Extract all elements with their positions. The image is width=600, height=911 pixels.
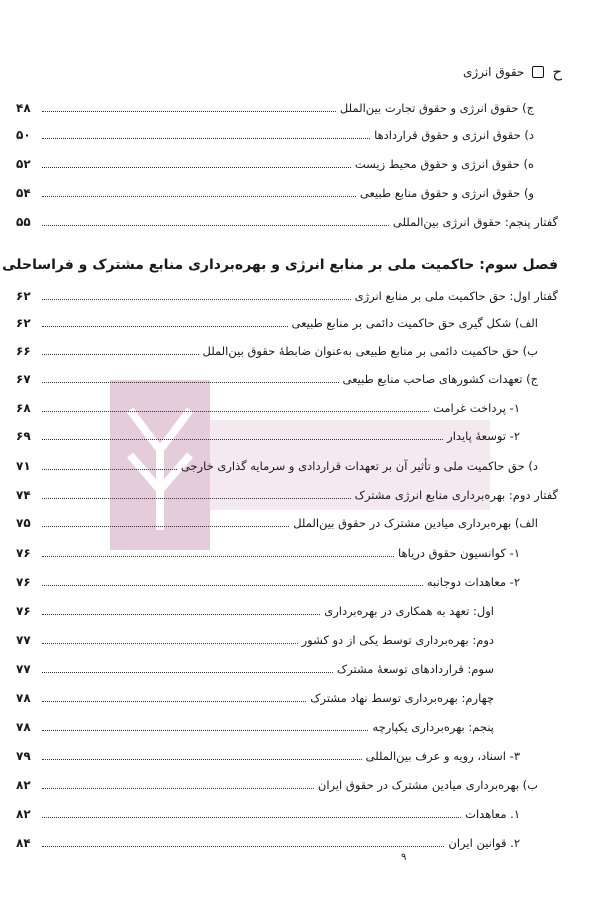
leader-dots [42,788,314,789]
toc-entry-label: د) حق حاکمیت ملی و تأثیر آن بر تعهدات قراردادی و سرمایه گذاری خارجی [180,459,538,473]
toc-entry-label: چهارم: بهره‌برداری توسط نهاد مشترک [310,691,494,705]
leader-dots [42,759,362,760]
toc-entry [16,282,564,304]
leader-dots [42,526,289,527]
toc-entry [16,568,564,590]
toc-entry-page: ۶۷ [16,372,31,386]
toc-chapter-entry [2,251,564,273]
leader-dots [42,439,443,440]
leader-dots [42,498,351,499]
toc-entry [16,481,564,503]
toc-entry [16,597,564,619]
toc-entry-label: پنجم: بهره‌برداری یکپارچه [372,720,494,734]
toc-entry [16,684,564,706]
toc-entry [16,800,564,822]
toc-entry-page: ۷۹ [16,749,31,763]
toc-entry [16,337,564,359]
toc-entry-label: د) حقوق انرژی و حقوق قراردادها [374,128,534,142]
toc-entry [16,742,564,764]
toc-chapter-label: فصل سوم: حاکمیت ملی بر منابع انرژی و بهره‌برداری منابع مشترک و فراساحلی [2,257,558,273]
leader-dots [42,299,351,300]
toc-entry-label: ۱- پرداخت غرامت [433,401,520,415]
toc-entry-page: ۶۸ [16,401,31,415]
toc-entry-label: ۱. معاهدات [465,807,520,821]
toc-entry-label: ب) حق حاکمیت دائمی بر منابع طبیعی به‌عنوان ضابطهٔ حقوق بین‌الملل [202,344,538,358]
toc-entry [16,179,564,201]
toc-entry-label: اول: تعهد به همکاری در بهره‌برداری [324,604,494,618]
toc-entry-label: الف) شکل گیری حق حاکمیت دائمی بر منابع طبیعی [291,316,538,330]
toc-entry [16,121,564,143]
toc-entry [16,394,564,416]
toc-entry [16,452,564,474]
leader-dots [42,585,423,586]
leader-dots [42,730,368,731]
toc-entry-page: ۷۶ [16,575,31,589]
toc-entry-label: دوم: بهره‌برداری توسط یکی از دو کشور [301,633,494,647]
toc-entry-label: ه) حقوق انرژی و حقوق محیط زیست [354,157,534,171]
leader-dots [42,556,394,557]
toc-entry-page: ۶۹ [16,429,31,443]
toc-entry-page: ۵۴ [16,186,31,200]
leader-dots [42,672,333,673]
leader-dots [42,111,336,112]
toc-entry [16,771,564,793]
toc-entry [16,94,564,116]
toc-entry-page: ۶۲ [16,316,31,330]
toc-entry-page: ۷۸ [16,720,31,734]
toc-entry-label: گفتار پنجم: حقوق انرژی بین‌المللی [392,215,558,229]
leader-dots [42,326,288,327]
toc-entry-label: ۲- توسعهٔ پایدار [447,429,520,443]
leader-dots [42,382,339,383]
leader-dots [42,225,389,226]
toc-entry-label: ج) تعهدات کشورهای صاحب منابع طبیعی [342,372,538,386]
leader-dots [42,817,461,818]
toc-entry-page: ۷۷ [16,633,31,647]
toc-entry-page: ۷۵ [16,516,31,530]
toc-entry [16,208,564,230]
toc-entry [16,422,564,444]
leader-dots [42,411,429,412]
toc-entry [16,365,564,387]
toc-entry-page: ۸۲ [16,778,31,792]
page-letter: ح [552,63,562,81]
toc-entry-label: ۲- معاهدات دوجانبه [426,575,520,589]
leader-dots [42,469,177,470]
toc-entry [16,829,564,851]
toc-entry-label: ۳- اسناد، رویه و عرف بین‌المللی [365,749,520,763]
toc-entry-page: ۴۸ [16,101,31,115]
leader-dots [42,167,351,168]
toc-entry-page: ۷۱ [16,459,31,473]
toc-entry [16,539,564,561]
toc-entry-page: ۷۴ [16,488,31,502]
toc-entry [16,655,564,677]
toc-entry [16,626,564,648]
toc-entry-label: گفتار اول: حق حاکمیت ملی بر منابع انرژی [354,289,558,303]
running-title: حقوق انرژی [463,65,525,79]
leader-dots [42,138,370,139]
toc-entry-page: ۵۲ [16,157,31,171]
toc-entry-page: ۶۲ [16,289,31,303]
toc-entry-page: ۷۶ [16,604,31,618]
toc-entry-page: ۸۲ [16,807,31,821]
toc-entry [16,509,564,531]
toc-entry [16,309,564,331]
toc-entry-page: ۷۷ [16,662,31,676]
toc-entry-label: ب) بهره‌برداری میادین مشترک در حقوق ایران [317,778,538,792]
toc-entry [16,713,564,735]
toc-entry-label: ۱- کوانسیون حقوق دریاها [398,546,520,560]
toc-entry-label: ۲. قوانین ایران [448,836,520,850]
leader-dots [42,701,306,702]
toc-entry-label: الف) بهره‌برداری میادین مشترک در حقوق بین‌الملل [293,516,538,530]
toc-entry-page: ۷۸ [16,691,31,705]
footer-mark: ٩ [401,852,407,863]
leader-dots [42,614,320,615]
leader-dots [42,846,444,847]
toc-entry-page: ۷۶ [16,546,31,560]
toc-entry-label: ج) حقوق انرژی و حقوق تجارت بین‌الملل [339,101,534,115]
leader-dots [42,354,199,355]
toc-entry-page: ۶۶ [16,344,31,358]
toc-entry [16,150,564,172]
toc-entry-label: گفتار دوم: بهره‌برداری منابع انرژی مشترک [354,488,558,502]
leader-dots [42,643,298,644]
toc-entry-page: ۵۰ [16,128,31,142]
toc-entry-page: ۸۴ [16,836,31,850]
leader-dots [42,196,356,197]
toc-entry-label: و) حقوق انرژی و حقوق منابع طبیعی [359,186,534,200]
toc-entry-label: سوم: قراردادهای توسعهٔ مشترک [336,662,494,676]
toc-entry-page: ۵۵ [16,215,31,229]
